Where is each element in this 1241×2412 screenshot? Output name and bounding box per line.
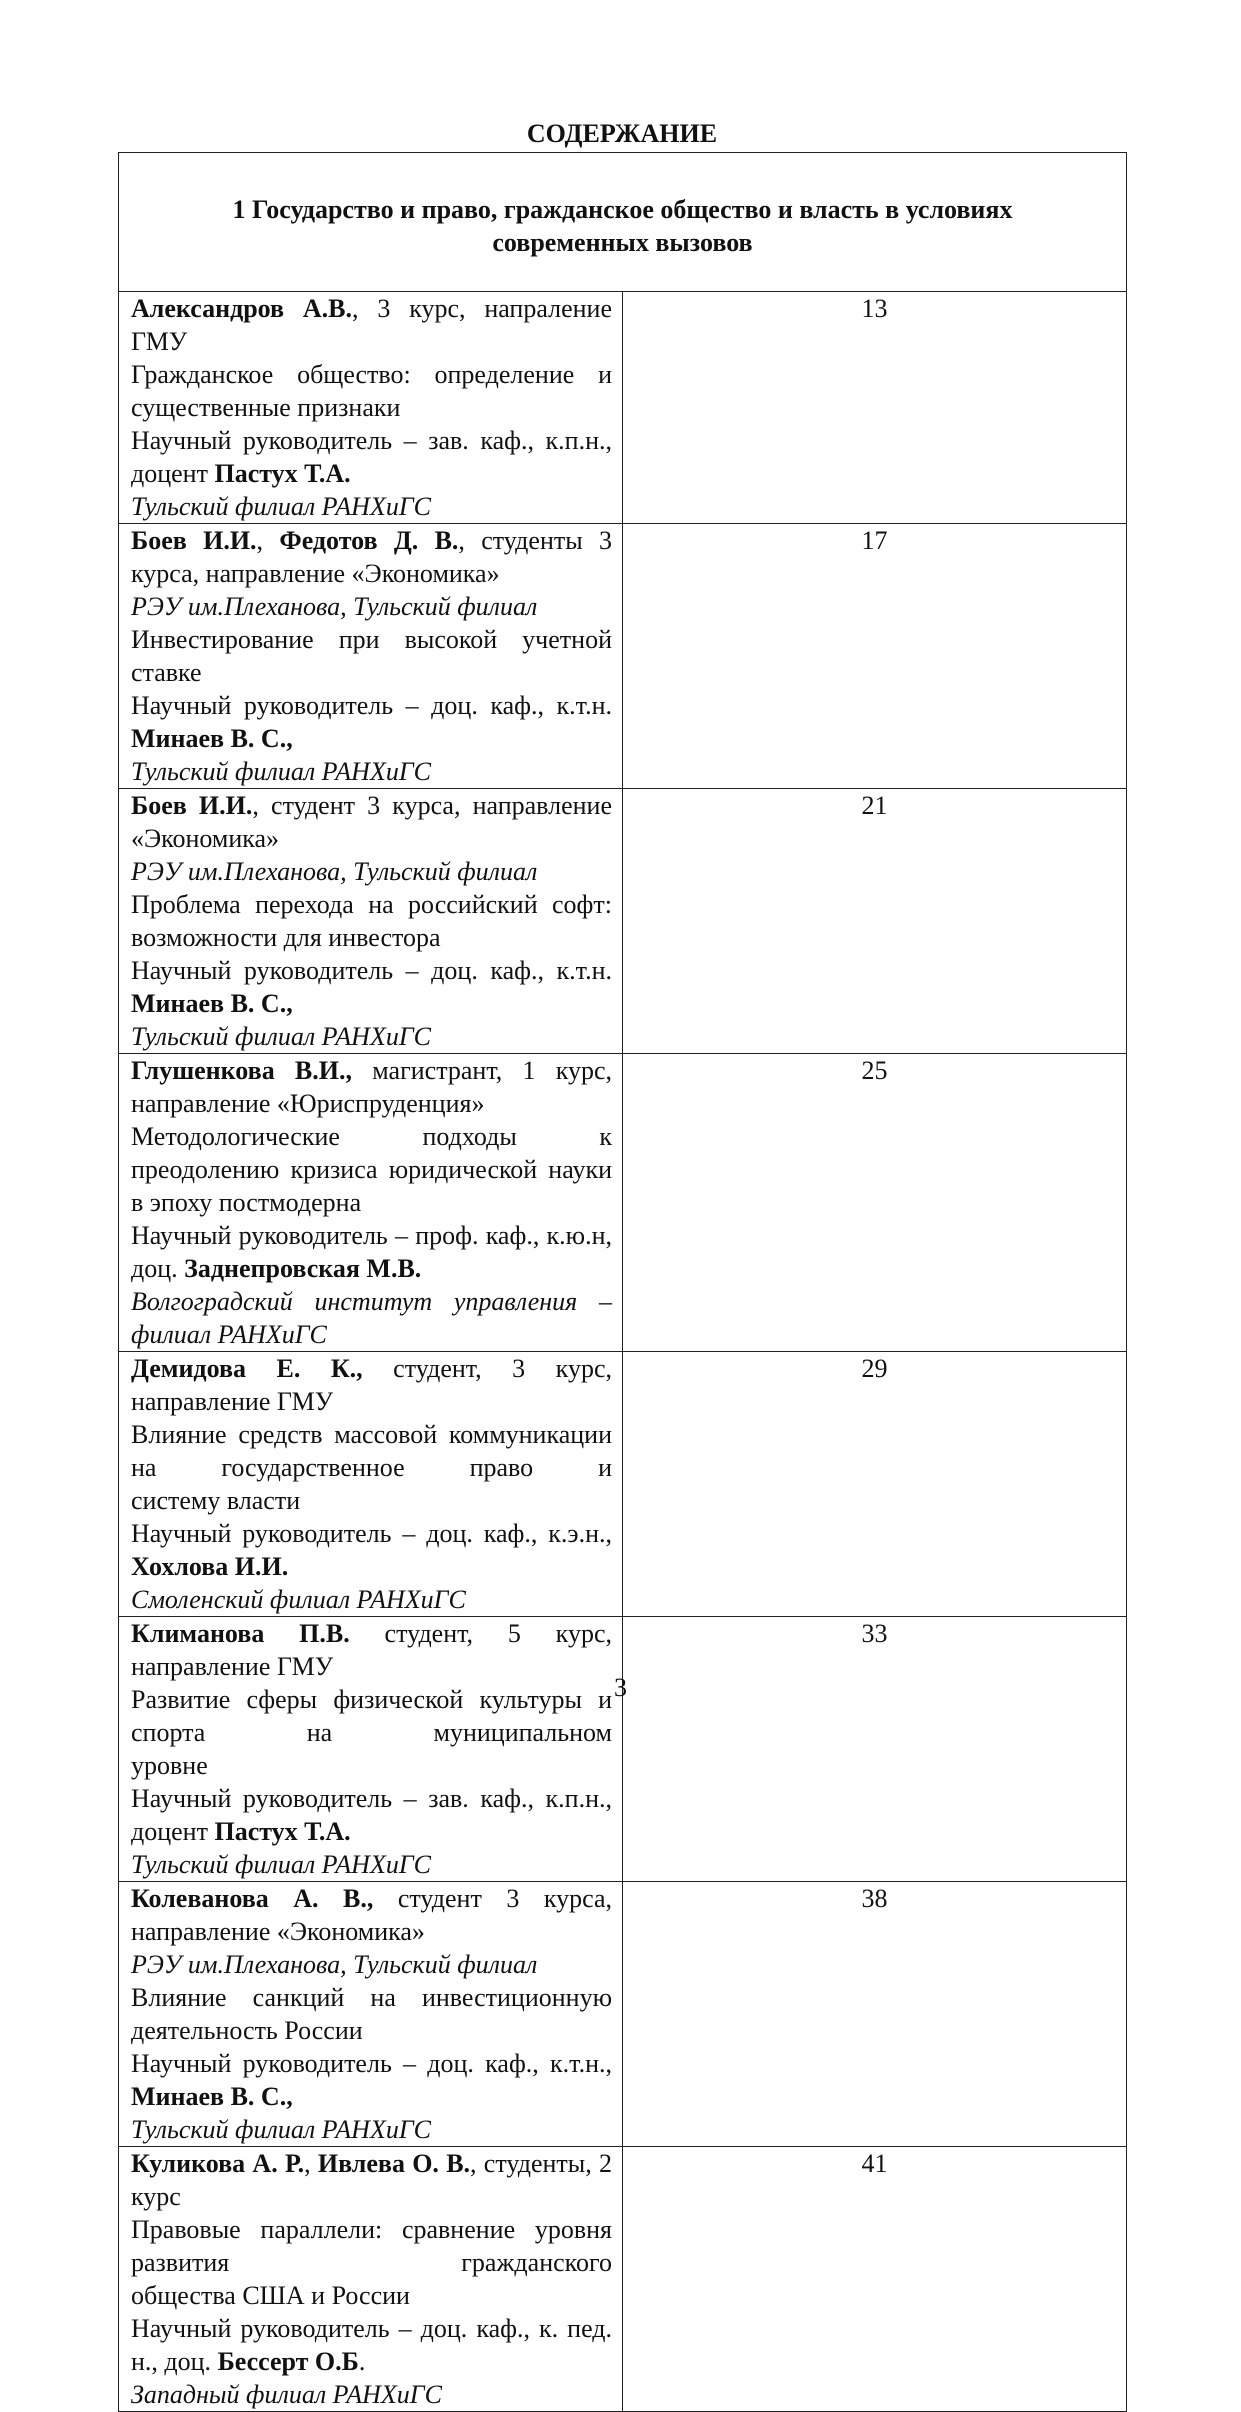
entry-author-line: Глушенкова В.И., магистрант, 1 курс, направление «Юриспруденция» bbox=[131, 1056, 613, 1118]
entry-author-line: Климанова П.В. студент, 5 курс, направление ГМУ bbox=[131, 1619, 612, 1681]
toc-entry bbox=[119, 1617, 1127, 1882]
entry-text bbox=[119, 292, 623, 524]
entry-coauthor: Ивлева О. В. bbox=[317, 2149, 471, 2178]
toc-entry bbox=[119, 1352, 1127, 1617]
entry-author-line: Александров А.В., 3 курс, напраление ГМУ bbox=[131, 294, 612, 356]
entry-author: Глушенкова В.И., bbox=[131, 1056, 353, 1085]
entry-affiliation: Тульский филиал РАНХиГС bbox=[131, 2115, 431, 2144]
entry-author-line: Демидова Е. К., студент, 3 курс, направление ГМУ bbox=[131, 1354, 612, 1416]
entry-affiliation: Тульский филиал РАНХиГС bbox=[131, 757, 431, 786]
entry-author-line: Куликова А. Р., Ивлева О. В., студенты, 2 курс bbox=[131, 2149, 613, 2211]
entry-page-number: 25 bbox=[623, 1054, 1127, 1352]
entry-advisor: Научный руководитель – доц. каф., к. пед. н., доц. Бессерт О.Б. bbox=[131, 2314, 612, 2376]
entry-topic-cont: уровне bbox=[131, 1751, 208, 1780]
entry-affiliation: Смоленский филиал РАНХиГС bbox=[131, 1585, 466, 1614]
toc-entry bbox=[119, 2147, 1127, 2412]
toc-entry bbox=[119, 524, 1127, 789]
entry-university: РЭУ им.Плеханова, Тульский филиал bbox=[131, 592, 538, 621]
entry-advisor: Научный руководитель – доц. каф., к.э.н., Хохлова И.И. bbox=[131, 1519, 612, 1581]
entry-author: Климанова П.В. bbox=[131, 1619, 350, 1648]
entry-text bbox=[119, 789, 623, 1054]
entry-topic: Влияние санкций на инвестиционную деятельность России bbox=[131, 1983, 612, 2045]
toc-entry bbox=[119, 789, 1127, 1054]
entry-author-line: Боев И.И., Федотов Д. В., студенты 3 курса, направление «Экономика» bbox=[131, 526, 613, 588]
entry-topic: Правовые параллели: сравнение уровня развития гражданского bbox=[131, 2215, 612, 2277]
entry-author: Колеванова А. В., bbox=[131, 1884, 374, 1913]
section-row bbox=[119, 153, 1127, 292]
entry-advisor: Научный руководитель – доц. каф., к.т.н. Минаев В. С., bbox=[131, 956, 612, 1018]
entry-text bbox=[119, 524, 623, 789]
entry-page-number: 33 bbox=[623, 1617, 1127, 1882]
entry-advisor: Научный руководитель – зав. каф., к.п.н., доцент Пастух Т.А. bbox=[131, 426, 612, 488]
entry-topic-cont: общества США и России bbox=[131, 2281, 410, 2310]
entry-author: Демидова Е. К., bbox=[131, 1354, 363, 1383]
entry-topic-cont: систему власти bbox=[131, 1486, 301, 1515]
entry-advisor: Научный руководитель – проф. каф., к.ю.н, доц. Заднепровская М.В. bbox=[131, 1221, 612, 1283]
entry-advisor: Научный руководитель – зав. каф., к.п.н., доцент Пастух Т.А. bbox=[131, 1784, 612, 1846]
entry-text bbox=[119, 2147, 623, 2412]
entry-author: Боев И.И. bbox=[131, 526, 257, 555]
entry-author: Куликова А. Р. bbox=[131, 2149, 305, 2178]
entry-text bbox=[119, 1054, 623, 1352]
entry-author: Боев И.И. bbox=[131, 791, 253, 820]
toc-entry bbox=[119, 292, 1127, 524]
page-title: СОДЕРЖАНИЕ bbox=[526, 119, 718, 148]
entry-topic: Влияние средств массовой коммуникации на государственное право и bbox=[131, 1420, 612, 1482]
entry-advisor: Научный руководитель – доц. каф., к.т.н., Минаев В. С., bbox=[131, 2049, 612, 2111]
entry-author-line: Колеванова А. В., студент 3 курса, направление «Экономика» bbox=[131, 1884, 612, 1946]
entry-topic: Методологические подходы к преодолению кризиса юридической науки bbox=[131, 1122, 612, 1184]
entry-affiliation: Тульский филиал РАНХиГС bbox=[131, 1850, 431, 1879]
entry-page-number: 41 bbox=[623, 2147, 1127, 2412]
toc-entry bbox=[119, 1054, 1127, 1352]
entry-author: Александров А.В. bbox=[131, 294, 353, 323]
entry-page-number: 17 bbox=[623, 524, 1127, 789]
page-number: 3 bbox=[614, 1673, 627, 1702]
toc-entry bbox=[119, 1882, 1127, 2147]
entry-affiliation: Западный филиал РАНХиГС bbox=[131, 2380, 442, 2409]
entry-page-number: 29 bbox=[623, 1352, 1127, 1617]
entry-university: РЭУ им.Плеханова, Тульский филиал bbox=[131, 1950, 538, 1979]
entry-affiliation: Тульский филиал РАНХиГС bbox=[131, 1022, 431, 1051]
entry-topic: Проблема перехода на российский софт: возможности для инвестора bbox=[131, 890, 612, 952]
entry-text bbox=[119, 1352, 623, 1617]
entry-topic: Гражданское общество: определение и существенные признаки bbox=[131, 360, 612, 422]
entry-text bbox=[119, 1617, 623, 1882]
entry-page-number: 21 bbox=[623, 789, 1127, 1054]
entry-page-number: 38 bbox=[623, 1882, 1127, 2147]
entry-advisor: Научный руководитель – доц. каф., к.т.н. Минаев В. С., bbox=[131, 691, 612, 753]
entry-author-line: Боев И.И., студент 3 курса, направление «Экономика» bbox=[131, 791, 612, 853]
entry-university: РЭУ им.Плеханова, Тульский филиал bbox=[131, 857, 538, 886]
toc-table bbox=[118, 152, 1127, 2412]
section-heading: 1 Государство и право, гражданское общество и власть в условиях современных вызовов bbox=[119, 153, 1127, 292]
entry-page-number: 13 bbox=[623, 292, 1127, 524]
entry-topic: Инвестирование при высокой учетной ставке bbox=[131, 625, 612, 687]
entry-text bbox=[119, 1882, 623, 2147]
entry-topic-cont: в эпоху постмодерна bbox=[131, 1188, 362, 1217]
entry-affiliation: Волгоградский институт управления – филиал РАНХиГС bbox=[131, 1287, 612, 1349]
entry-affiliation: Тульский филиал РАНХиГС bbox=[131, 492, 431, 521]
entry-topic: Развитие сферы физической культуры и спорта на муниципальном bbox=[131, 1685, 612, 1747]
entry-coauthor: Федотов Д. В. bbox=[279, 526, 459, 555]
